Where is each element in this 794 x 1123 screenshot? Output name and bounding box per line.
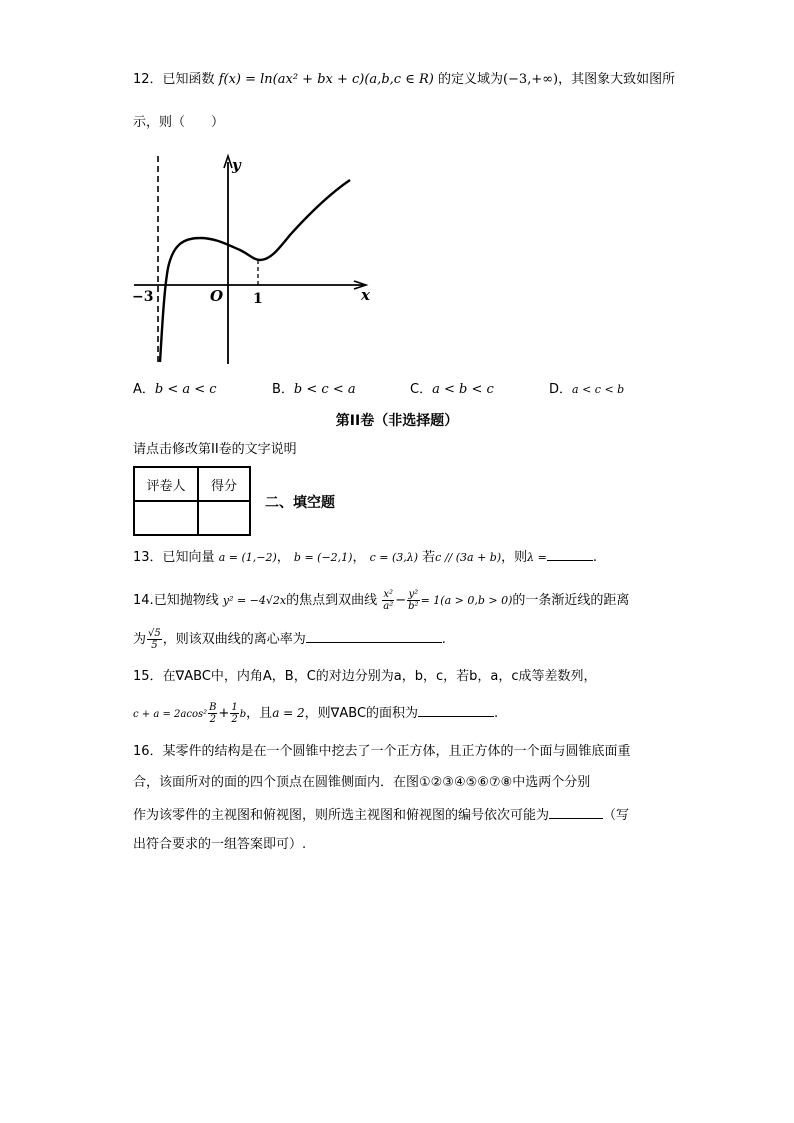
q14-text-a: 已知抛物线	[153, 593, 219, 608]
option-d-key: D．	[549, 382, 573, 397]
q13-vector-b: b = (−2,1)	[293, 551, 353, 564]
q16-line4: 出符合要求的一组答案即可）.	[133, 837, 307, 852]
q15-text-a: 在∇ABC中，内角A，B，C的对边分别为a，b，c，若b，a，c成等差数列，	[162, 669, 597, 684]
q14-answer-blank[interactable]	[306, 628, 442, 643]
score-table-header-grader: 评卷人	[134, 467, 198, 501]
q15-frac-b: $\frac{B}{2}$	[209, 702, 217, 725]
part2-note[interactable]: 请点击修改第II卷的文字说明	[133, 442, 297, 457]
q13-text-a: 已知向量	[162, 550, 215, 565]
q13-condition: c // (3a + b)	[435, 551, 502, 564]
q15-line1	[133, 667, 597, 687]
q12-text-b: 的定义域为	[437, 72, 503, 87]
q15-line2: c + a = 2acos² $\frac{B}{2}$ + $\frac{1}{2}$ b，且a = 2，则∇ABC的面积为 .	[133, 702, 499, 725]
origin-label: O	[210, 287, 224, 305]
q12-text-d: 示，则（ ）	[133, 115, 225, 130]
q16-line3-tail: （写	[603, 808, 630, 823]
q15-text-c: ，则∇ABC的面积为	[304, 706, 419, 721]
q15-number: 15．	[133, 669, 163, 684]
option-a[interactable]	[133, 378, 217, 397]
q13-lambda: λ =	[527, 551, 547, 564]
q15-answer-blank[interactable]	[418, 702, 494, 717]
q13-end: .	[592, 550, 597, 565]
option-d[interactable]	[549, 378, 624, 397]
option-a-key: A．	[133, 382, 155, 397]
q16-line3	[133, 804, 629, 826]
q14-text-d: 为	[133, 632, 147, 647]
option-d-value: a < c < b	[572, 383, 625, 396]
option-b-key: B．	[272, 382, 294, 397]
q16-line3-text: 作为该零件的主视图和俯视图，则所选主视图和俯视图的编号依次可能为	[133, 808, 550, 823]
q15-end: .	[494, 706, 499, 721]
option-b[interactable]	[272, 378, 356, 397]
q14-distance	[147, 628, 162, 651]
part2-title: 第II卷（非选择题）	[335, 413, 459, 429]
q16-line2: 合，该面所对的面的四个顶点在圆锥侧面内．在图①②③④⑤⑥⑦⑧中选两个分别	[133, 775, 591, 790]
q14-distance-den: 5	[151, 640, 158, 651]
option-c[interactable]	[410, 378, 494, 397]
q13-text-b: 若	[422, 550, 436, 565]
q14-line1: 14.已知抛物线 y² = −4√2x的焦点到双曲线 $\frac{\text{x²}}{\text{a²}}$ − $\frac{\text{y²}}{\text{b²}}$ = 1(a > 0,b > 0)的一条渐近线的距离	[133, 589, 630, 612]
tick-label-neg3: −3	[132, 289, 154, 305]
q13-vector-c: c = (3,λ)	[369, 551, 419, 564]
option-c-value: a < b < c	[432, 382, 494, 397]
y-axis-label: y	[232, 156, 241, 174]
q12-line1	[133, 70, 675, 90]
fill-in-heading: 二、填空题	[265, 495, 335, 511]
option-b-value: b < c < a	[293, 382, 356, 397]
q15-text-b: ，且	[246, 706, 273, 721]
q12-number: 12．	[133, 72, 163, 87]
q12-function: f(x) = ln(ax² + bx + c)(a,b,c ∈ R)	[218, 72, 434, 87]
option-a-value: b < a < c	[154, 382, 217, 397]
q12-domain: (−3,+∞)	[502, 72, 559, 87]
q15-frac-half: $\frac{1}{2}$	[231, 702, 238, 725]
q14-line2	[133, 628, 446, 651]
tick-label-1: 1	[253, 291, 263, 307]
q13-number: 13．	[133, 550, 163, 565]
q13-text-c: ，则	[501, 550, 528, 565]
score-table-cell-grader[interactable]	[134, 501, 198, 535]
q12-text-c: ，其图象大致如图所	[558, 72, 676, 87]
q14-text-b: 的焦点到双曲线	[286, 593, 378, 608]
q14-hyperbola-tail: = 1(a > 0,b > 0)	[420, 594, 513, 607]
q14-text-c: 的一条渐近线的距离	[512, 593, 630, 608]
q16-line1: 16．某零件的结构是在一个圆锥中挖去了一个正方体，且正方体的一个面与圆锥底面重	[133, 744, 631, 759]
function-curve	[160, 180, 350, 362]
q12-text-a: 已知函数	[162, 72, 215, 87]
q14-end: .	[441, 632, 446, 647]
q12-line2	[133, 113, 224, 133]
q12-function-graph	[128, 150, 388, 370]
x-axis-label: x	[361, 286, 370, 304]
q14-distance-num: √5	[148, 628, 161, 639]
q13-vector-a: a = (1,−2)	[218, 551, 277, 564]
q14-number: 14.	[133, 593, 154, 608]
q14-frac-y: $\frac{\text{y²}}{\text{b²}}$	[408, 589, 419, 612]
score-table-cell-score[interactable]	[198, 501, 250, 535]
score-table	[133, 466, 251, 536]
q14-frac-x: $\frac{\text{x²}}{\text{a²}}$	[383, 589, 394, 612]
q14-text-e: ，则该双曲线的离心率为	[162, 632, 306, 647]
q16-answer-blank[interactable]	[549, 804, 603, 819]
score-table-header-score: 得分	[198, 467, 250, 501]
q15-formula: c + a = 2acos²	[133, 709, 208, 720]
q13-answer-blank[interactable]	[547, 546, 593, 561]
option-c-key: C．	[410, 382, 433, 397]
q13-line: 13．已知向量 a = (1,−2)， b = (−2,1)， c = (3,λ) 若c // (3a + b)，则λ = .	[133, 546, 597, 568]
q15-condition: a = 2	[272, 706, 305, 720]
q14-parabola: y² = −4√2x	[222, 594, 287, 607]
